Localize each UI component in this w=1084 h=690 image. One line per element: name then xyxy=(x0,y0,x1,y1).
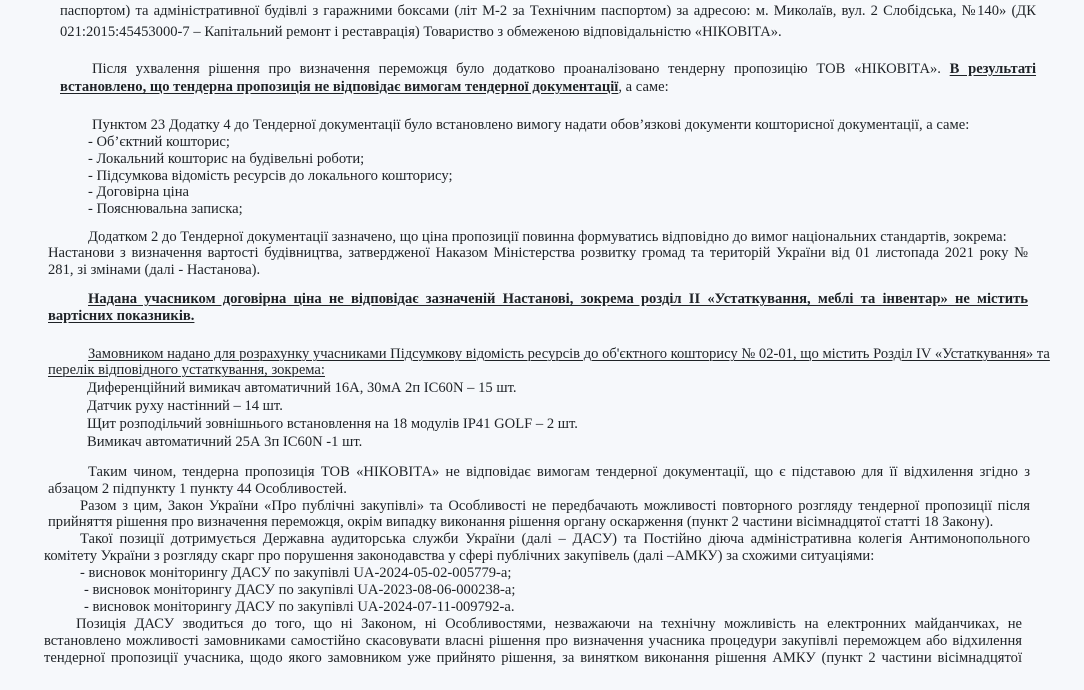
position-line-2: комітету України з розгляду скарг про порушення законодавства у сфері публічних закупівель (далі –АМКУ) за схожими ситуаціями: xyxy=(44,548,875,564)
conclusion-line-1: Таким чином, тендерна пропозиція ТОВ «НІКОВІТА» не відповідає вимогам тендерної документації, що є підставою для її відхилення згідно з xyxy=(88,464,1030,480)
dasu-line-1: Позиція ДАСУ зводиться до того, що ні Законом, ні Особливостями, незважаючи на технічну можливість на електронних майданчиках, не xyxy=(76,616,1022,632)
requirement-item: - Підсумкова відомість ресурсів до локального кошторису; xyxy=(88,168,453,184)
equipment-item: Щит розподільчий зовнішнього встановлення на 18 модулів IP41 GOLF – 2 шт. xyxy=(87,416,578,432)
finding-tail: , а саме: xyxy=(618,79,669,95)
equipment-item: Датчик руху настінний – 14 шт. xyxy=(87,398,283,414)
position-line-1: Такої позиції дотримується Державна аудиторська служби України (далі – ДАСУ) та Постійно діюча адміністративна колегія Антимонопольного xyxy=(80,531,1030,547)
finding-bold: встановлено, що тендерна пропозиція не відповідає вимогам тендерної документації xyxy=(60,79,619,95)
after-decision-line-2 xyxy=(60,79,669,95)
dasu-line-2: встановлено можливості замовниками самостійно скасовувати власні рішення про визначення учасника процедури закупівлі переможцем або відхилення xyxy=(44,633,1022,649)
appendix2-line-2: Настанови з визначення вартості будівництва, затвердженої Наказом Міністерства розвитку громад та територій України від 01 листопада 2021 року № xyxy=(48,245,1028,261)
requirement-item: - Локальний кошторис на будівельні роботи; xyxy=(88,151,365,167)
after-decision-text: Після ухвалення рішення про визначення переможця було додатково проаналізовано тендерну пропозицію ТОВ «НІКОВІТА». xyxy=(92,61,941,77)
equipment-item: Диференційний вимикач автоматичний 16А, 30мА 2п IC60N – 15 шт. xyxy=(87,380,517,396)
requirement-item: - Об’єктний кошторис; xyxy=(88,134,230,150)
law-line-1: Разом з цим, Закон України «Про публічні закупівлі» та Особливості не передбачають можливості повторного розгляду тендерної пропозиції після xyxy=(80,498,1030,514)
after-decision-line-1 xyxy=(92,61,1036,77)
customer-list-line-1: Замовником надано для розрахунку учасниками Підсумкову відомість ресурсів до об'єктного кошторису № 02-01, що містить Розділ IV «Устаткування» та xyxy=(88,346,1050,362)
monitoring-item: - висновок моніторингу ДАСУ по закупівлі UA-2024-05-02-005779-а; xyxy=(80,565,512,581)
finding-line-2: вартісних показників. xyxy=(48,308,195,324)
finding-line-1: Надана учасником договірна ціна не відповідає зазначеній Настанові, зокрема розділ II «Устаткування, меблі та інвентар» не містить xyxy=(88,291,1028,307)
appendix2-line-3: 281, зі змінами (далі - Настанова). xyxy=(48,262,261,278)
customer-list-line-2: перелік відповідного устаткування, зокрема: xyxy=(48,362,325,378)
equipment-item: Вимикач автоматичний 25А 3п IC60N -1 шт. xyxy=(87,434,363,450)
dasu-line-3: тендерної пропозиції учасника, щодо якого замовником уже прийнято рішення, за винятком виконання рішення АМКУ (пункт 2 частини вісімнадцятої xyxy=(44,650,1022,666)
after-decision-bold: В результаті xyxy=(949,61,1037,77)
monitoring-item: - висновок моніторингу ДАСУ по закупівлі UA-2023-08-06-000238-а; xyxy=(84,582,516,598)
intro-line-2: 021:2015:45453000-7 – Капітальний ремонт і реставрація) Товариство з обмеженою відповідальністю «НІКОВІТА». xyxy=(60,24,782,40)
requirements-intro: Пунктом 23 Додатку 4 до Тендерної документації було встановлено вимогу надати обов’язкові документи кошторисної документації, а саме: xyxy=(92,117,970,133)
requirement-item: - Договірна ціна xyxy=(88,184,190,200)
appendix2-line-1: Додатком 2 до Тендерної документації зазначено, що ціна пропозиції повинна формуватись відповідно до вимог національних стандартів, зокрема: xyxy=(88,229,1007,245)
law-line-2: прийняття рішення про визначення переможця, окрім випадку виконання рішення органу оскарження (пункт 2 частини вісімнадцятої статті 18 Закону). xyxy=(48,514,994,530)
monitoring-item: - висновок моніторингу ДАСУ по закупівлі UA-2024-07-11-009792-а. xyxy=(84,599,515,615)
requirement-item: - Пояснювальна записка; xyxy=(88,201,243,217)
intro-line-1: паспортом) та адміністративної будівлі з гаражними боксами (літ М-2 за Технічним паспортом) за адресою: м. Миколаїв, вул. 2 Слобідська, №140» (ДК xyxy=(60,3,1036,19)
conclusion-line-2: абзацом 2 підпункту 1 пункту 44 Особливостей. xyxy=(48,481,347,497)
